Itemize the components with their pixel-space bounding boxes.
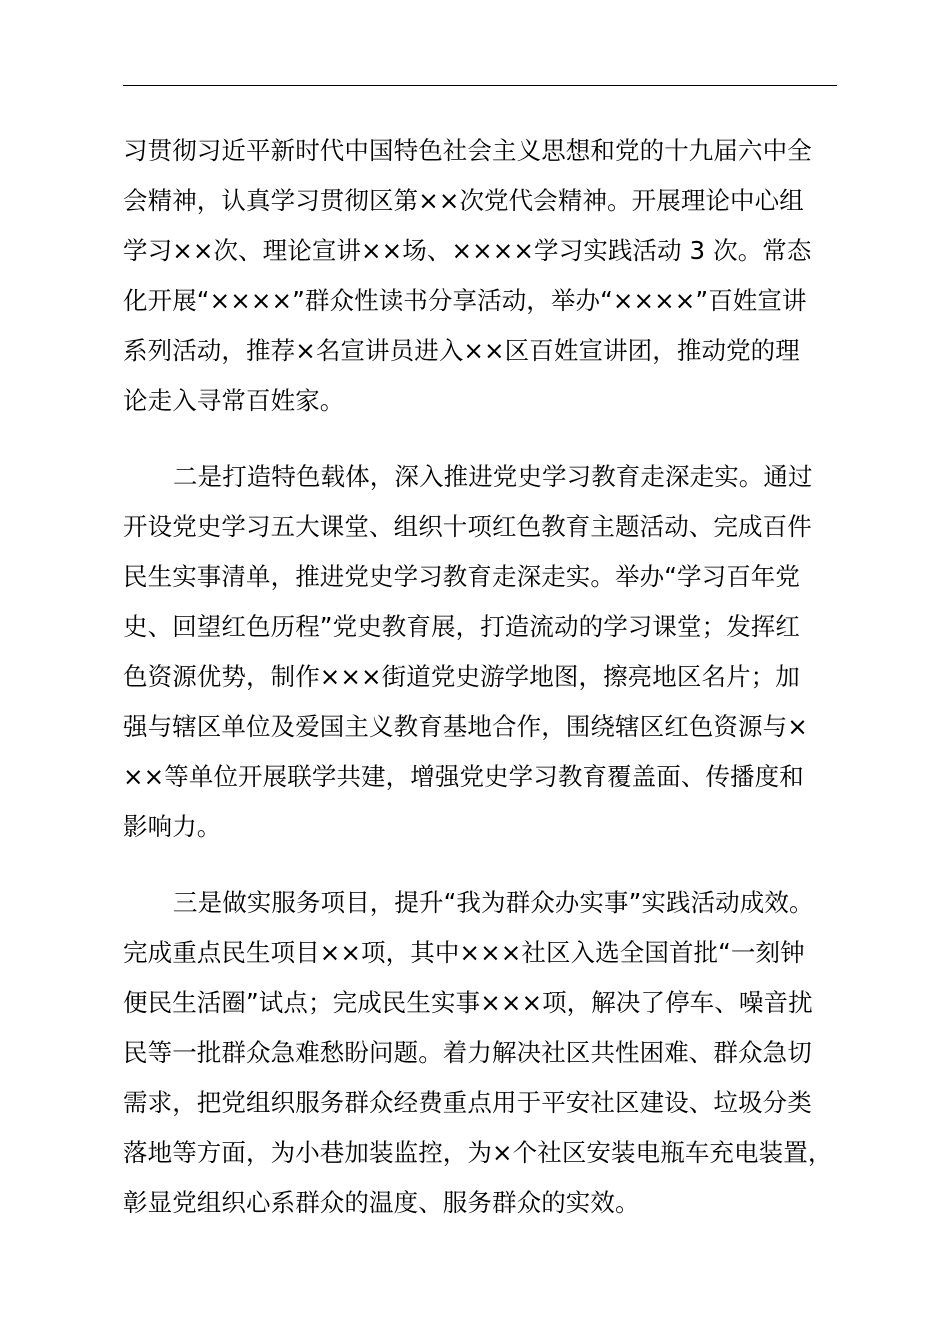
text-line: 需求，把党组织服务群众经费重点用于平安社区建设、垃圾分类	[123, 1088, 812, 1117]
text-line: 论走入寻常百姓家。	[123, 386, 345, 415]
paragraph-2	[123, 452, 863, 852]
text-line: 二是打造特色载体，深入推进党史学习教育走深走实。通过	[173, 462, 813, 491]
text-line: 便民生活圈”试点；完成民生实事×××项，解决了停车、噪音扰	[123, 988, 813, 1017]
text-line: 史、回望红色历程”党史教育展，打造流动的学习课堂；发挥红	[123, 612, 800, 641]
text-line: 色资源优势，制作×××街道党史游学地图，擦亮地区名片；加	[123, 662, 800, 691]
text-line: 三是做实服务项目，提升“我为群众办实事”实践活动成效。	[173, 888, 814, 917]
paragraph-spacer	[123, 852, 863, 878]
text-line: 民等一批群众急难愁盼问题。着力解决社区共性困难、群众急切	[123, 1038, 812, 1067]
paragraph-spacer	[123, 426, 863, 452]
text-line: 影响力。	[123, 812, 222, 841]
text-line: 彰显党组织心系群众的温度、服务群众的实效。	[123, 1188, 640, 1217]
text-line: 会精神，认真学习贯彻区第××次党代会精神。开展理论中心组	[123, 186, 804, 215]
text-line: 习贯彻习近平新时代中国特色社会主义思想和党的十九届六中全	[123, 136, 812, 165]
header-rule	[123, 85, 837, 86]
text-line: 开设党史学习五大课堂、组织十项红色教育主题活动、完成百件	[123, 512, 812, 541]
text-line: 民生实事清单，推进党史学习教育走深走实。举办“学习百年党	[123, 562, 800, 591]
text-line: 化开展“××××”群众性读书分享活动，举办“××××”百姓宣讲	[123, 286, 807, 315]
text-line: 完成重点民生项目××项，其中×××社区入选全国首批“一刻钟	[123, 938, 805, 967]
text-line: 落地等方面，为小巷加装监控，为×个社区安装电瓶车充电装置，	[123, 1138, 833, 1167]
document-body	[123, 126, 863, 1228]
paragraph-3	[123, 878, 863, 1228]
text-line: 强与辖区单位及爱国主义教育基地合作，围绕辖区红色资源与×	[123, 712, 808, 741]
paragraph-1	[123, 126, 863, 426]
text-line: 学习××次、理论宣讲××场、××××学习实践活动 3 次。常态	[123, 236, 812, 265]
text-line: 系列活动，推荐×名宣讲员进入××区百姓宣讲团，推动党的理	[123, 336, 800, 365]
text-line: ××等单位开展联学共建，增强党史学习教育覆盖面、传播度和	[123, 762, 804, 791]
